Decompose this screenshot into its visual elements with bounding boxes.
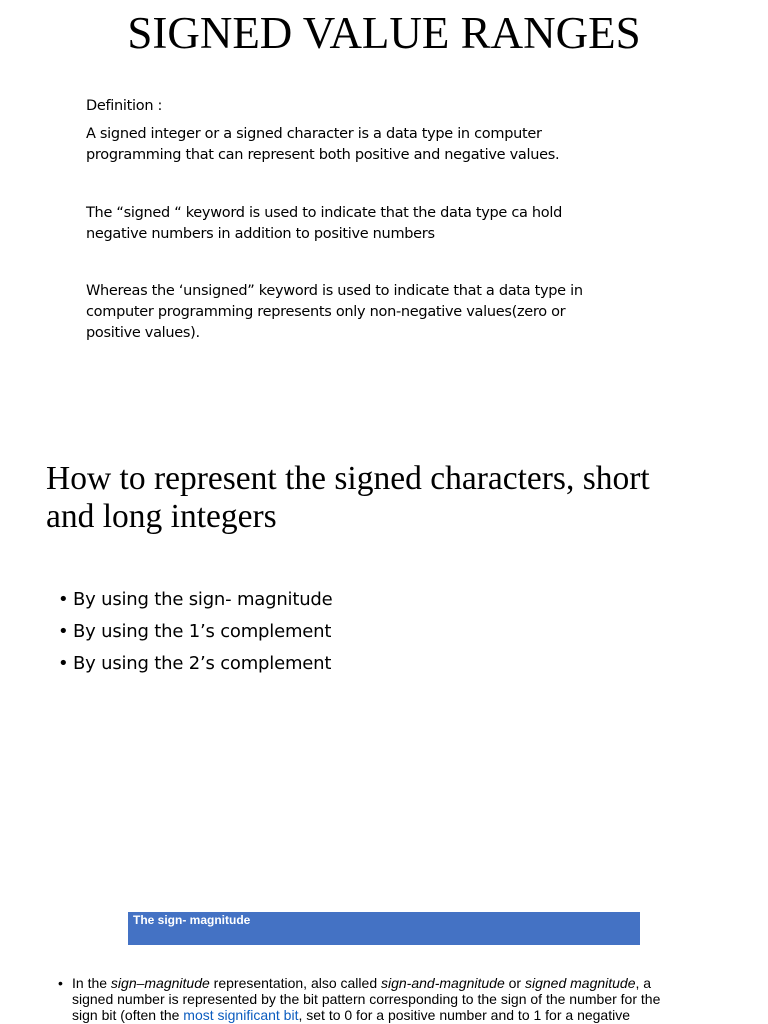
heading-line: How to represent the signed characters, short [46, 460, 650, 497]
paragraph-line: positive values). [86, 325, 200, 341]
paragraph-line: The “signed “ keyword is used to indicate that the data type ca hold [86, 205, 563, 221]
section-heading [46, 460, 746, 536]
heading-line: and long integers [46, 498, 277, 535]
italic-term: sign-and-magnitude [381, 975, 505, 991]
description-line: signed number is represented by the bit pattern corresponding to the sign of the number for the [72, 991, 661, 1007]
signed-keyword-paragraph [86, 203, 686, 245]
list-item-text: By using the 1’s complement [73, 621, 332, 642]
paragraph-line: computer programming represents only non-negative values(zero or [86, 304, 566, 320]
text-run: , set to 0 for a positive number and to 1 for a negative [298, 1007, 630, 1023]
sign-magnitude-header-bar [128, 912, 640, 945]
list-item-text: By using the 2’s complement [73, 653, 332, 674]
paragraph-line: A signed integer or a signed character is a data type in computer [86, 126, 542, 142]
paragraph-line: negative numbers in addition to positive numbers [86, 226, 435, 242]
text-run: In the [72, 975, 111, 991]
bullet-marker: • [58, 653, 69, 674]
sign-magnitude-description [58, 975, 718, 1023]
list-item [58, 584, 333, 616]
text-run: , a [635, 975, 652, 991]
representation-methods-list [58, 584, 333, 680]
italic-term: sign–magnitude [110, 975, 210, 991]
definition-paragraph-signed [86, 124, 686, 166]
list-item [58, 648, 333, 680]
text-run: representation, also called [209, 975, 381, 991]
paragraph-line: programming that can represent both positive and negative values. [86, 147, 560, 163]
bullet-marker: • [58, 975, 63, 991]
most-significant-bit-link[interactable]: most significant bit [183, 1007, 299, 1023]
text-run: sign bit (often the [72, 1007, 184, 1023]
bullet-marker: • [58, 589, 69, 610]
paragraph-line: Whereas the ‘unsigned” keyword is used to indicate that a data type in [86, 283, 583, 299]
list-item [58, 616, 333, 648]
description-line [58, 975, 718, 991]
text-run: or [504, 975, 525, 991]
unsigned-keyword-paragraph [86, 281, 686, 344]
description-line [58, 1007, 718, 1023]
sign-magnitude-header-label: The sign- magnitude [133, 913, 251, 927]
list-item-text: By using the sign- magnitude [73, 589, 333, 610]
bullet-marker: • [58, 621, 69, 642]
slide-title: SIGNED VALUE RANGES [127, 8, 641, 58]
definition-label: Definition : [86, 98, 163, 114]
italic-term: signed magnitude [524, 975, 636, 991]
